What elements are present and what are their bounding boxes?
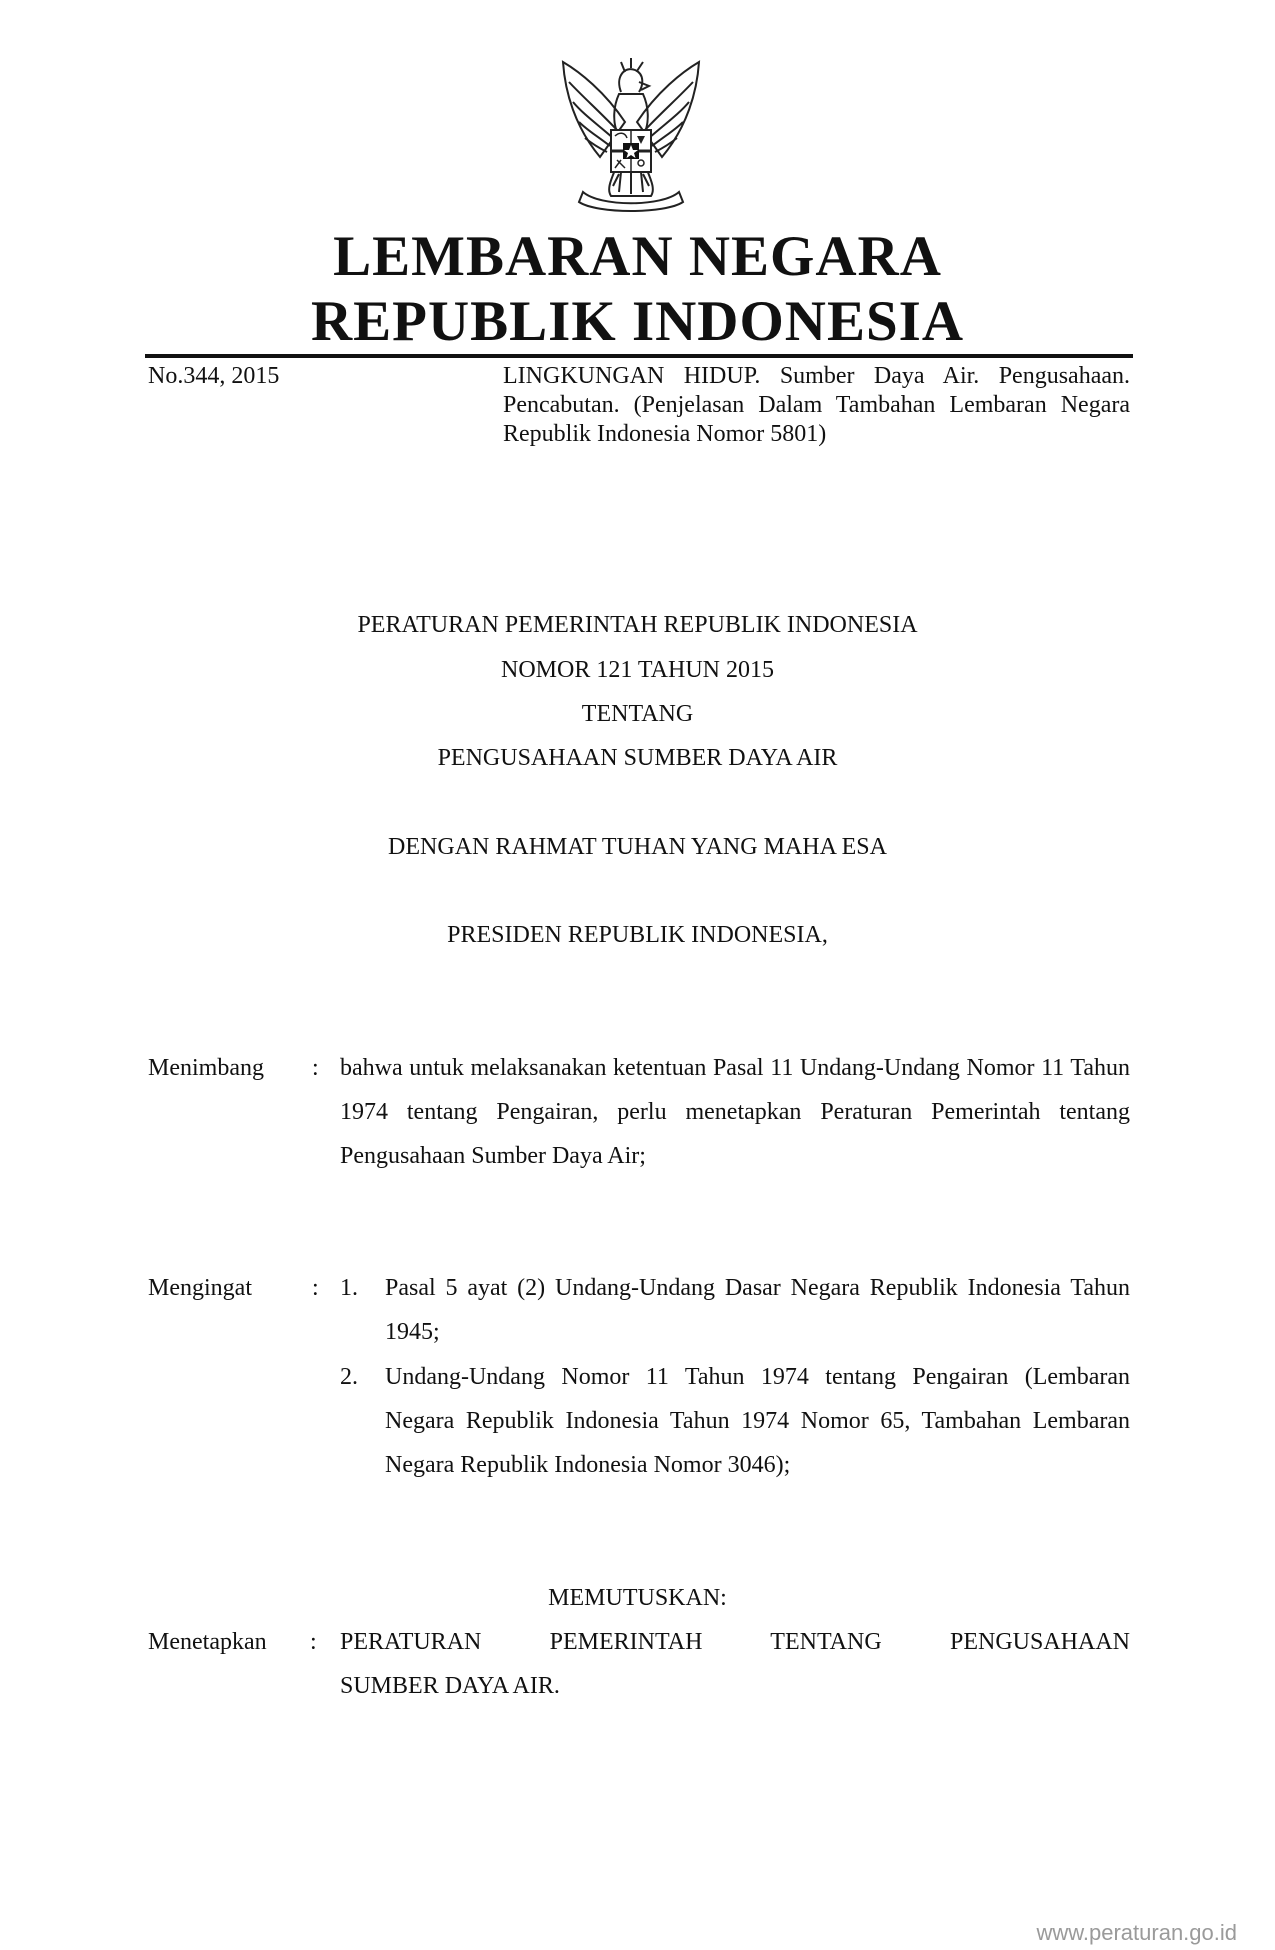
menetapkan-colon: : xyxy=(310,1629,317,1655)
masthead-line-2: REPUBLIK INDONESIA xyxy=(310,290,965,353)
regulation-about: TENTANG xyxy=(581,701,694,727)
mengingat-item-text: Pasal 5 ayat (2) Undang-Undang Dasar Negara Republik Indonesia Tahun 1945; xyxy=(385,1275,1130,1345)
masthead-line-1: LEMBARAN NEGARA xyxy=(333,225,942,288)
mengingat-item-number: 2. xyxy=(340,1364,358,1390)
footer-url: www.peraturan.go.id xyxy=(1036,1920,1237,1945)
menimbang-label: Menimbang xyxy=(148,1055,264,1081)
regulation-number: NOMOR 121 TAHUN 2015 xyxy=(501,657,774,683)
garuda-emblem-icon xyxy=(555,52,707,214)
menetapkan-label: Menetapkan xyxy=(148,1629,267,1655)
mengingat-item-1 xyxy=(340,1266,1130,1354)
issue-number: No.344, 2015 xyxy=(148,363,280,389)
president-heading: PRESIDEN REPUBLIK INDONESIA, xyxy=(447,922,828,948)
menimbang-colon: : xyxy=(312,1055,319,1081)
menetapkan-line-2: SUMBER DAYA AIR. xyxy=(340,1673,560,1699)
mengingat-item-text: Undang-Undang Nomor 11 Tahun 1974 tentang Pengairan (Lembaran Negara Republik Indonesia Tahun 1974 Nomor 65, Tambahan Lembaran Negara Republik Indonesia Nomor 3046); xyxy=(385,1364,1130,1478)
regulation-subject: PENGUSAHAAN SUMBER DAYA AIR xyxy=(437,745,838,771)
mengingat-item-2 xyxy=(340,1355,1130,1487)
menimbang-text: bahwa untuk melaksanakan ketentuan Pasal 11 Undang-Undang Nomor 11 Tahun 1974 tentang Pengairan, perlu menetapkan Peraturan Pemerintah tentang Pengusahaan Sumber Daya Air; xyxy=(340,1055,1130,1169)
mengingat-label: Mengingat xyxy=(148,1275,252,1301)
memutuskan-heading: MEMUTUSKAN: xyxy=(548,1585,727,1611)
mengingat-colon: : xyxy=(312,1275,319,1301)
invocation: DENGAN RAHMAT TUHAN YANG MAHA ESA xyxy=(388,834,887,860)
mengingat-item-number: 1. xyxy=(340,1275,358,1301)
regulation-title: PERATURAN PEMERINTAH REPUBLIK INDONESIA xyxy=(357,612,918,638)
menetapkan-line-1: PERATURAN PEMERINTAH TENTANG PENGUSAHAAN xyxy=(340,1629,1130,1655)
issue-subject: LINGKUNGAN HIDUP. Sumber Daya Air. Pengusahaan. Pencabutan. (Penjelasan Dalam Tambahan Lembaran Negara Republik Indonesia Nomor 5801) xyxy=(503,363,1130,447)
masthead-divider xyxy=(145,354,1133,358)
